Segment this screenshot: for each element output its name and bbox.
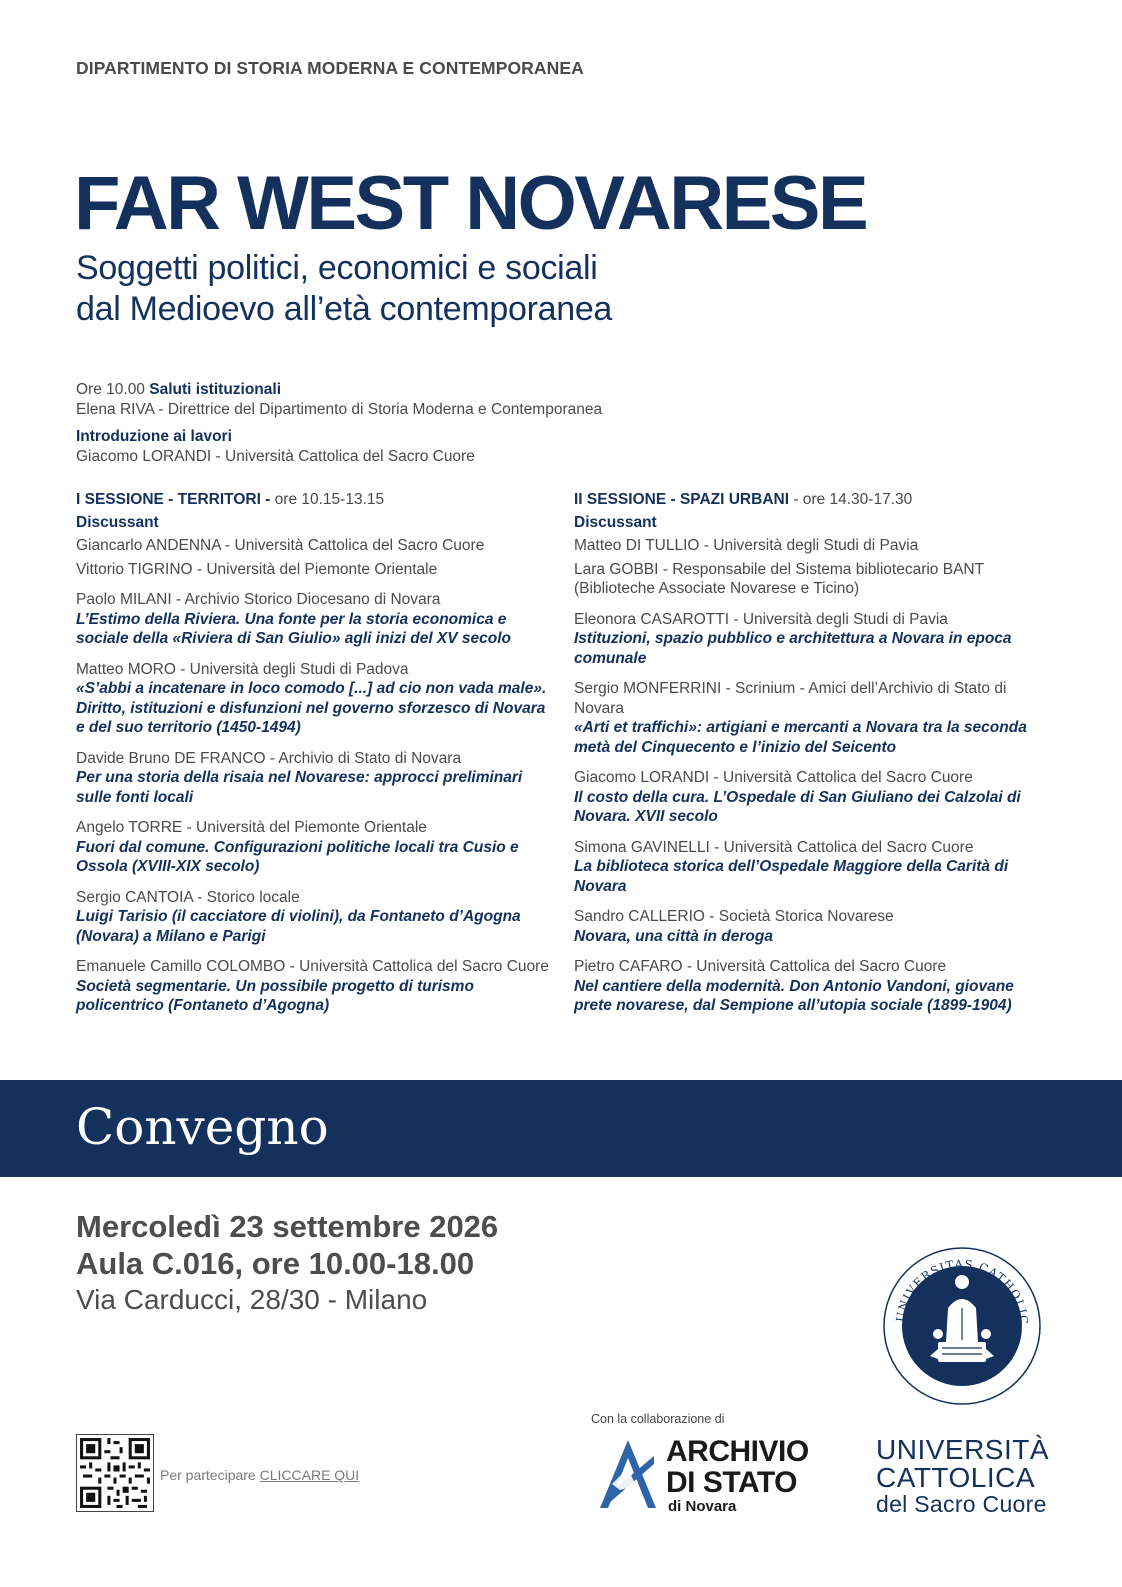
talk-title: Fuori dal comune. Configurazioni politiche locali tra Cusio e Ossola (XVIII-XIX secolo) [76, 838, 519, 875]
event-date-block [76, 1208, 498, 1282]
talk-title: Il costo della cura. L’Ospedale di San Giuliano dei Calzolai di Novara. XVII secolo [574, 788, 1021, 825]
archivio-stato-name [666, 1436, 809, 1498]
talk-speaker: Sandro CALLERIO - Società Storica Novarese [574, 908, 894, 925]
talk-title: Luigi Tarisio (il cacciatore di violini), da Fontaneto d’Agogna (Novara) a Milano e Parigi [76, 908, 521, 945]
seal-city: MEDIOLANI [933, 1359, 1005, 1386]
talk-item [574, 610, 1044, 669]
seal-text: UNIVERSITAS CATHOLIC [892, 1256, 1032, 1326]
talk-item [76, 818, 554, 877]
talk-item [76, 590, 554, 649]
session-2-discussant: Lara GOBBI - Responsabile del Sistema bibliotecario BANT (Biblioteche Associate Novarese e Ticino) [574, 560, 984, 597]
talk-title: Istituzioni, spazio pubblico e architettura a Novara in epoca comunale [574, 630, 1012, 667]
talk-speaker: Pietro CAFARO - Università Cattolica del Sacro Cuore [574, 958, 947, 975]
saluti-label: Saluti istituzionali [149, 381, 282, 398]
event-title: FAR WEST NOVARESE [74, 161, 867, 246]
archivio-line-2: DI STATO [666, 1466, 797, 1499]
talk-title: Per una storia della risaia nel Novarese: approcci preliminari sulle fonti locali [76, 769, 523, 806]
convegno-label: Convegno [76, 1098, 329, 1156]
session-1-column [76, 490, 554, 1016]
university-seal-icon [882, 1246, 1042, 1406]
talk-speaker: Paolo MILANI - Archivio Storico Diocesano di Novara [76, 591, 441, 608]
talk-speaker: Giacomo LORANDI - Università Cattolica del Sacro Cuore [574, 769, 973, 786]
talk-speaker: Matteo MORO - Università degli Studi di Padova [76, 660, 409, 678]
subtitle-line-2: dal Medioevo all’età contemporanea [76, 290, 613, 328]
event-address: Via Carducci, 28/30 - Milano [76, 1284, 428, 1315]
session-1-time: ore 10.15-13.15 [270, 491, 385, 508]
qr-code[interactable] [76, 1434, 154, 1512]
university-name [876, 1436, 1049, 1492]
talk-item [76, 888, 554, 947]
participate-text [160, 1467, 359, 1483]
talk-title: La biblioteca storica dell’Ospedale Maggiore della Carità di Novara [574, 858, 1009, 895]
talk-speaker: Simona GAVINELLI - Università Cattolica del Sacro Cuore [574, 838, 974, 856]
talk-title: Nel cantiere della modernità. Don Antonio Vandoni, giovane prete novarese, dal Sempione all’utopia sociale (1899-1904) [574, 977, 1014, 1014]
department-name: DIPARTIMENTO DI STORIA MODERNA E CONTEMPORANEA [76, 58, 584, 78]
session-2-discussant-label: Discussant [574, 513, 657, 531]
talk-speaker: Angelo TORRE - Università del Piemonte Orientale [76, 819, 427, 836]
talk-speaker: Sergio MONFERRINI - Scrinium - Amici dell’Archivio di Stato di Novara [574, 680, 1007, 717]
session-1-title: I SESSIONE - TERRITORI - [76, 491, 271, 508]
participate-label: Per partecipare [160, 1467, 260, 1483]
talk-speaker: Emanuele Camillo COLOMBO - Università Cattolica del Sacro Cuore [76, 958, 549, 975]
talk-item [574, 838, 1044, 897]
talk-title: L’Estimo della Riviera. Una fonte per la storia economica e sociale della «Riviera di San Giulio» agli inizi del XV secolo [76, 610, 512, 647]
session-1-discussant: Giancarlo ANDENNA - Università Cattolica del Sacro Cuore [76, 537, 485, 554]
qr-code-icon [77, 1435, 153, 1511]
archivio-stato-logo-icon [598, 1438, 658, 1510]
introduzione-person: Giacomo LORANDI - Università Cattolica del Sacro Cuore [76, 448, 475, 465]
session-2-discussant: Matteo DI TULLIO - Università degli Studi di Pavia [574, 537, 919, 554]
talk-title: Società segmentarie. Un possibile progetto di turismo policentrico (Fontaneto d’Agogna) [76, 977, 474, 1014]
university-line-1: UNIVERSITÀ [876, 1434, 1050, 1465]
talk-item [76, 749, 554, 808]
talk-speaker: Eleonora CASAROTTI - Università degli Studi di Pavia [574, 610, 948, 628]
talk-title: «S’abbi a incatenare in loco comodo [...] ad cio non vada male». Diritto, istituzioni e disfunzioni nel governo sforzesco di Novara e del suo territorio (1450-1494) [76, 680, 547, 736]
event-place-time: Aula C.016, ore 10.00-18.00 [76, 1246, 475, 1281]
talk-item [574, 957, 1044, 1016]
intro-block [76, 380, 776, 467]
archivio-line-1: ARCHIVIO [666, 1435, 809, 1468]
session-2-time: - ore 14.30-17.30 [789, 491, 913, 508]
talk-speaker: Davide Bruno DE FRANCO - Archivio di Stato di Novara [76, 749, 462, 767]
talk-item [574, 679, 1044, 757]
saluti-person: Elena RIVA - Direttrice del Dipartimento di Storia Moderna e Contemporanea [76, 401, 603, 418]
session-2-title: II SESSIONE - SPAZI URBANI [574, 491, 790, 508]
talk-title: «Arti et traffichi»: artigiani e mercanti a Novara tra la seconda metà del Cinquecento e l’inizio del Seicento [574, 719, 1027, 756]
subtitle-line-1: Soggetti politici, economici e sociali [76, 249, 598, 287]
talk-item [76, 957, 554, 1016]
talk-item [574, 907, 1044, 946]
event-date: Mercoledì 23 settembre 2026 [76, 1209, 499, 1244]
archivio-line-3: di Novara [668, 1498, 737, 1515]
intro-time: Ore 10.00 [76, 381, 145, 398]
register-link[interactable]: CLICCARE QUI [259, 1467, 360, 1483]
introduzione-label: Introduzione ai lavori [76, 428, 232, 445]
event-subtitle [76, 248, 612, 330]
university-line-2: CATTOLICA [876, 1462, 1036, 1493]
session-1-discussant: Vittorio TIGRINO - Università del Piemonte Orientale [76, 560, 438, 578]
talk-speaker: Sergio CANTOIA - Storico locale [76, 888, 300, 906]
talk-item [76, 660, 554, 738]
talk-title: Novara, una città in deroga [574, 927, 773, 945]
session-1-discussant-label: Discussant [76, 513, 159, 531]
university-line-3: del Sacro Cuore [876, 1491, 1047, 1517]
session-2-column [574, 490, 1044, 1016]
talk-item [574, 768, 1044, 827]
collaboration-label: Con la collaborazione di [591, 1412, 725, 1426]
